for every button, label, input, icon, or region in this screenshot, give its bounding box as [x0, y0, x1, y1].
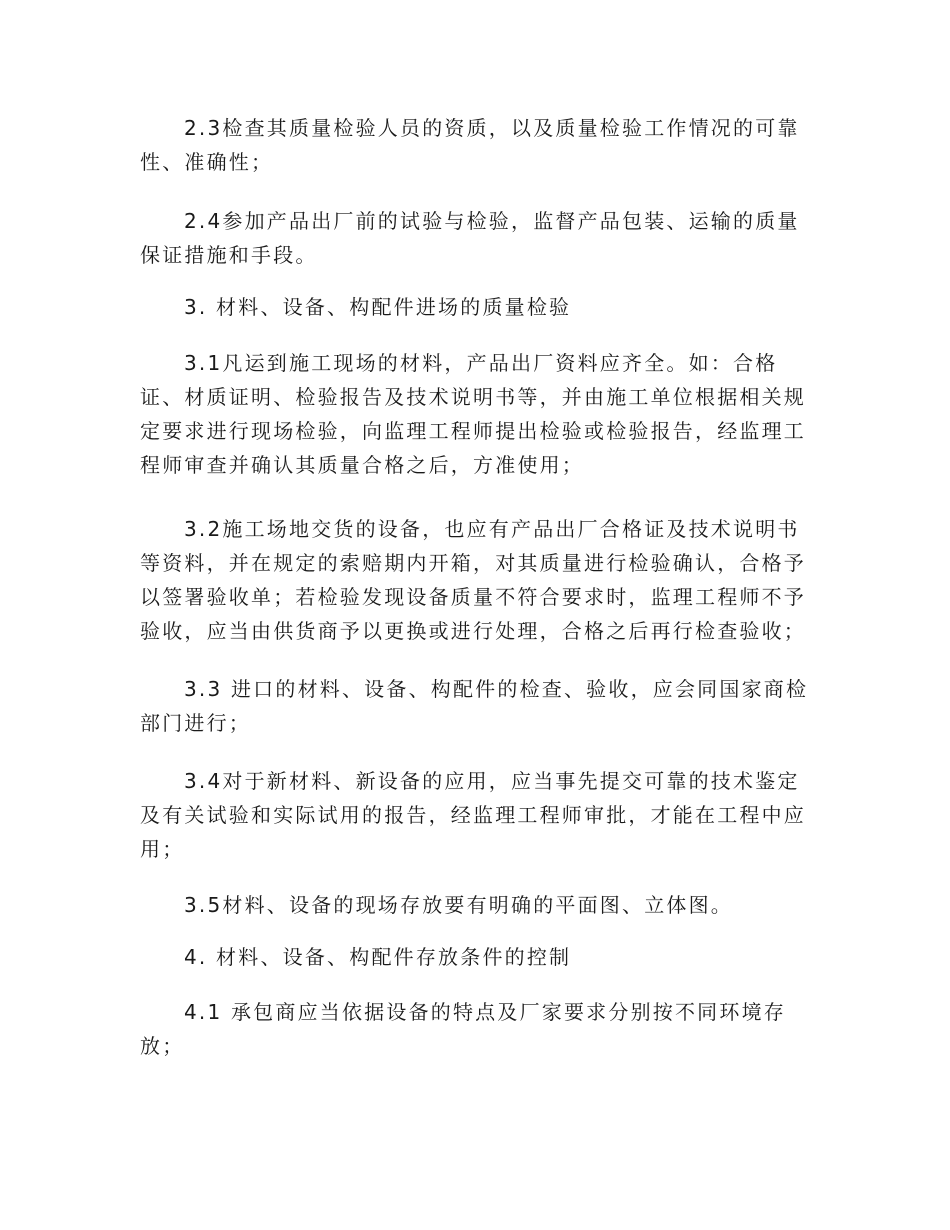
paragraph-4-1: 4.1 承包商应当依据设备的特点及厂家要求分别按不同环境存放； [140, 1000, 786, 1058]
section-heading-3: 3. 材料、设备、构配件进场的质量检验 [184, 295, 572, 319]
paragraph-2-4: 2.4参加产品出厂前的试验与检验，监督产品包装、运输的质量保证措施和手段。 [140, 209, 800, 267]
paragraph-3-5: 3.5材料、设备的现场存放要有明确的平面图、立体图。 [184, 893, 734, 917]
paragraph-2-3: 2.3检查其质量检验人员的资质，以及质量检验工作情况的可靠性、准确性； [140, 116, 800, 174]
section-heading-4: 4. 材料、设备、构配件存放条件的控制 [184, 945, 572, 969]
paragraph-3-2: 3.2施工场地交货的设备，也应有产品出厂合格证及技术说明书等资料，并在规定的索赔期内开箱，对其质量进行检验确认，合格予以签署验收单；若检验发现设备质量不符合要求时，监理工程师不予验收，应当由供货商予以更换或进行处理，合格之后再行检查验收； [140, 517, 806, 643]
paragraph-3-4: 3.4对于新材料、新设备的应用，应当事先提交可靠的技术鉴定及有关试验和实际试用的报告，经监理工程师审批，才能在工程中应用； [140, 769, 806, 861]
paragraph-3-3: 3.3 进口的材料、设备、构配件的检查、验收，应会同国家商检部门进行； [140, 677, 809, 735]
paragraph-3-1: 3.1凡运到施工现场的材料，产品出厂资料应齐全。如：合格证、材质证明、检验报告及技术说明书等，并由施工单位根据相关规定要求进行现场检验，向监理工程师提出检验或检验报告，经监理工程师审查并确认其质量合格之后，方准使用； [140, 351, 806, 477]
